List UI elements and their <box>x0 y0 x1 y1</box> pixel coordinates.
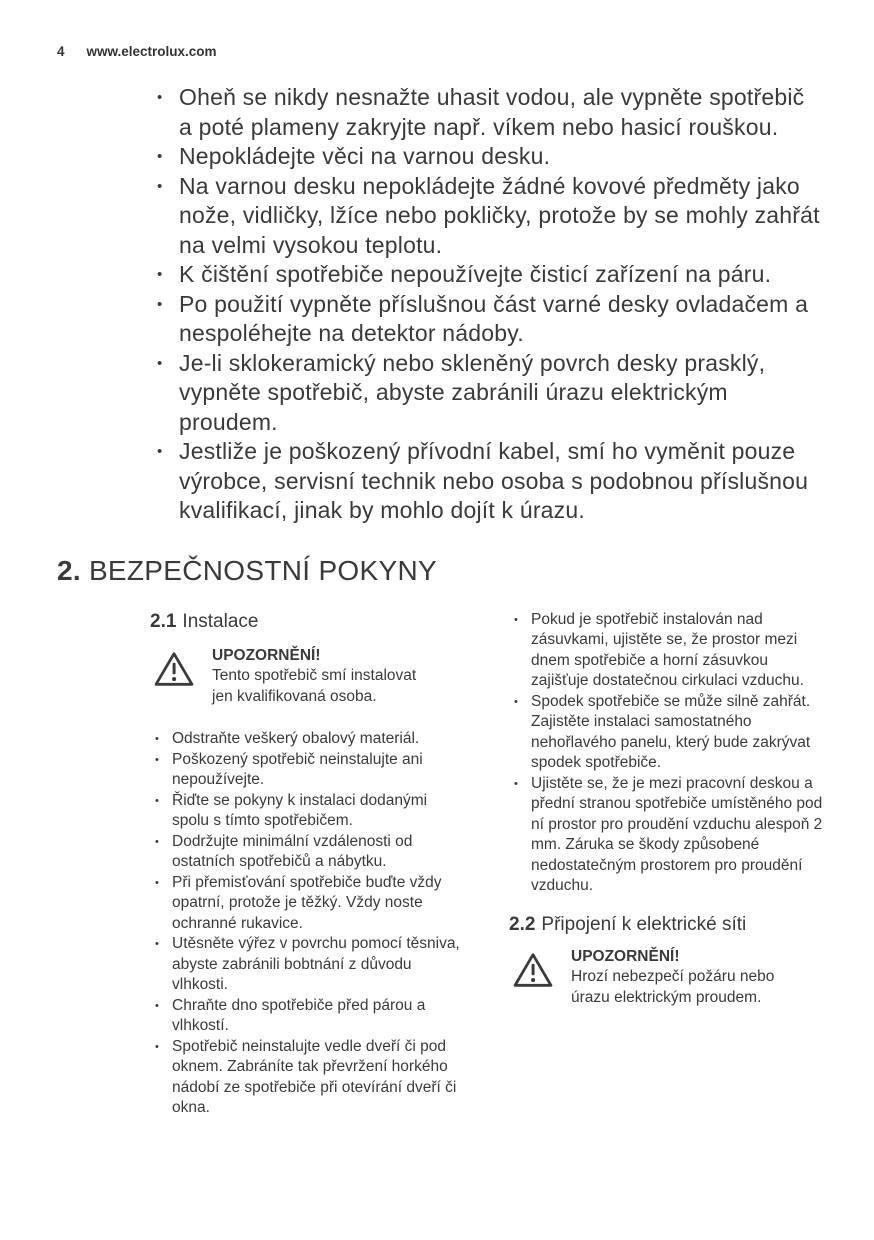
page-number: 4 <box>57 44 65 59</box>
warning-title: UPOZORNĚNÍ! <box>571 947 680 965</box>
page-header <box>57 44 824 59</box>
list-item: • Na varnou desku nepokládejte žádné kovové předměty jako nože, vidličky, lžíce nebo pokličky, protože by se mohly zahřát na velmi vysokou teplotu. <box>150 172 822 261</box>
list-item: • Ujistěte se, že je mezi pracovní deskou a přední stranou spotřebiče umístěného pod ní prostor pro proudění vzduchu alespoň 2 mm. Záruka se škody způsobené nedostatečným prostorem pro proudění vzduchu. <box>509 774 824 897</box>
list-item: • Je-li sklokeramický nebo skleněný povrch desky prasklý, vypněte spotřebič, abyste zabránili úrazu elektrickým proudem. <box>150 349 822 438</box>
section-heading <box>57 554 824 588</box>
subsection-number: 2.2 <box>509 913 536 935</box>
list-item: • Spodek spotřebiče se může silně zahřát. Zajistěte instalaci samostatného nehořlavého panelu, který bude zakrývat spodek spotřebiče. <box>509 692 824 774</box>
list-item: • Odstraňte veškerý obalový materiál. <box>150 729 465 750</box>
list-item: • Spotřebič neinstalujte vedle dveří či pod oknem. Zabráníte tak převržení horkého nádobí ze spotřebiče při otevírání dveří či okna. <box>150 1037 465 1119</box>
list-item: • K čištění spotřebiče nepoužívejte čisticí zařízení na páru. <box>150 260 822 290</box>
warning-block-installation <box>150 646 465 708</box>
warning-triangle-icon <box>150 646 212 695</box>
warning-title: UPOZORNĚNÍ! <box>212 646 321 664</box>
list-item: • Řiďte se pokyny k instalaci dodanými spolu s tímto spotřebičem. <box>150 791 465 832</box>
subsection-heading-2-1 <box>150 610 465 634</box>
section-title: BEZPEČNOSTNÍ POKYNY <box>88 554 437 586</box>
warning-text: Tento spotřebič smí instalovat jen kvalifikovaná osoba. <box>212 667 417 705</box>
subsection-number: 2.1 <box>150 610 177 632</box>
warning-triangle-icon <box>509 947 571 996</box>
list-item: • Při přemisťování spotřebiče buďte vždy opatrní, protože je těžký. Vždy noste ochranné rukavice. <box>150 873 465 935</box>
list-item: • Oheň se nikdy nesnažte uhasit vodou, ale vypněte spotřebič a poté plameny zakryjte např. víkem nebo hasicí rouškou. <box>150 83 822 142</box>
site-url: www.electrolux.com <box>86 44 217 59</box>
list-item: • Dodržujte minimální vzdálenosti od ostatních spotřebičů a nábytku. <box>150 832 465 873</box>
warning-block-electrical <box>509 947 824 1009</box>
subsection-heading-2-2 <box>509 913 824 937</box>
two-column-area <box>150 610 824 1119</box>
warning-text: Hrozí nebezpečí požáru nebo úrazu elektrickým proudem. <box>571 968 775 1006</box>
subsection-title: Instalace <box>182 610 259 632</box>
subsection-title: Připojení k elektrické síti <box>541 913 747 935</box>
intro-bullet-list <box>150 83 822 526</box>
list-item: • Pokud je spotřebič instalován nad zásuvkami, ujistěte se, že prostor mezi dnem spotřebiče a horní zásuvkou zajišťuje dostatečnou cirkulaci vzduchu. <box>509 610 824 692</box>
list-item: • Nepokládejte věci na varnou desku. <box>150 142 822 172</box>
installation-bullet-list <box>150 729 465 1119</box>
list-item: • Poškozený spotřebič neinstalujte ani nepoužívejte. <box>150 750 465 791</box>
warning-text-block <box>212 646 437 708</box>
section-number: 2. <box>57 554 81 586</box>
warning-text-block <box>571 947 796 1009</box>
list-item: • Po použití vypněte příslušnou část varné desky ovladačem a nespoléhejte na detektor nádoby. <box>150 290 822 349</box>
list-item: • Chraňte dno spotřebiče před párou a vlhkostí. <box>150 996 465 1037</box>
list-item: • Utěsněte výřez v povrchu pomocí těsniva, abyste zabránili bobtnání z důvodu vlhkosti. <box>150 934 465 996</box>
right-column <box>509 610 824 1031</box>
installation-bullet-list-continued <box>509 610 824 897</box>
left-column <box>150 610 465 1119</box>
list-item: • Jestliže je poškozený přívodní kabel, smí ho vyměnit pouze výrobce, servisní technik nebo osoba s podobnou příslušnou kvalifikací, jinak by mohlo dojít k úrazu. <box>150 437 822 526</box>
